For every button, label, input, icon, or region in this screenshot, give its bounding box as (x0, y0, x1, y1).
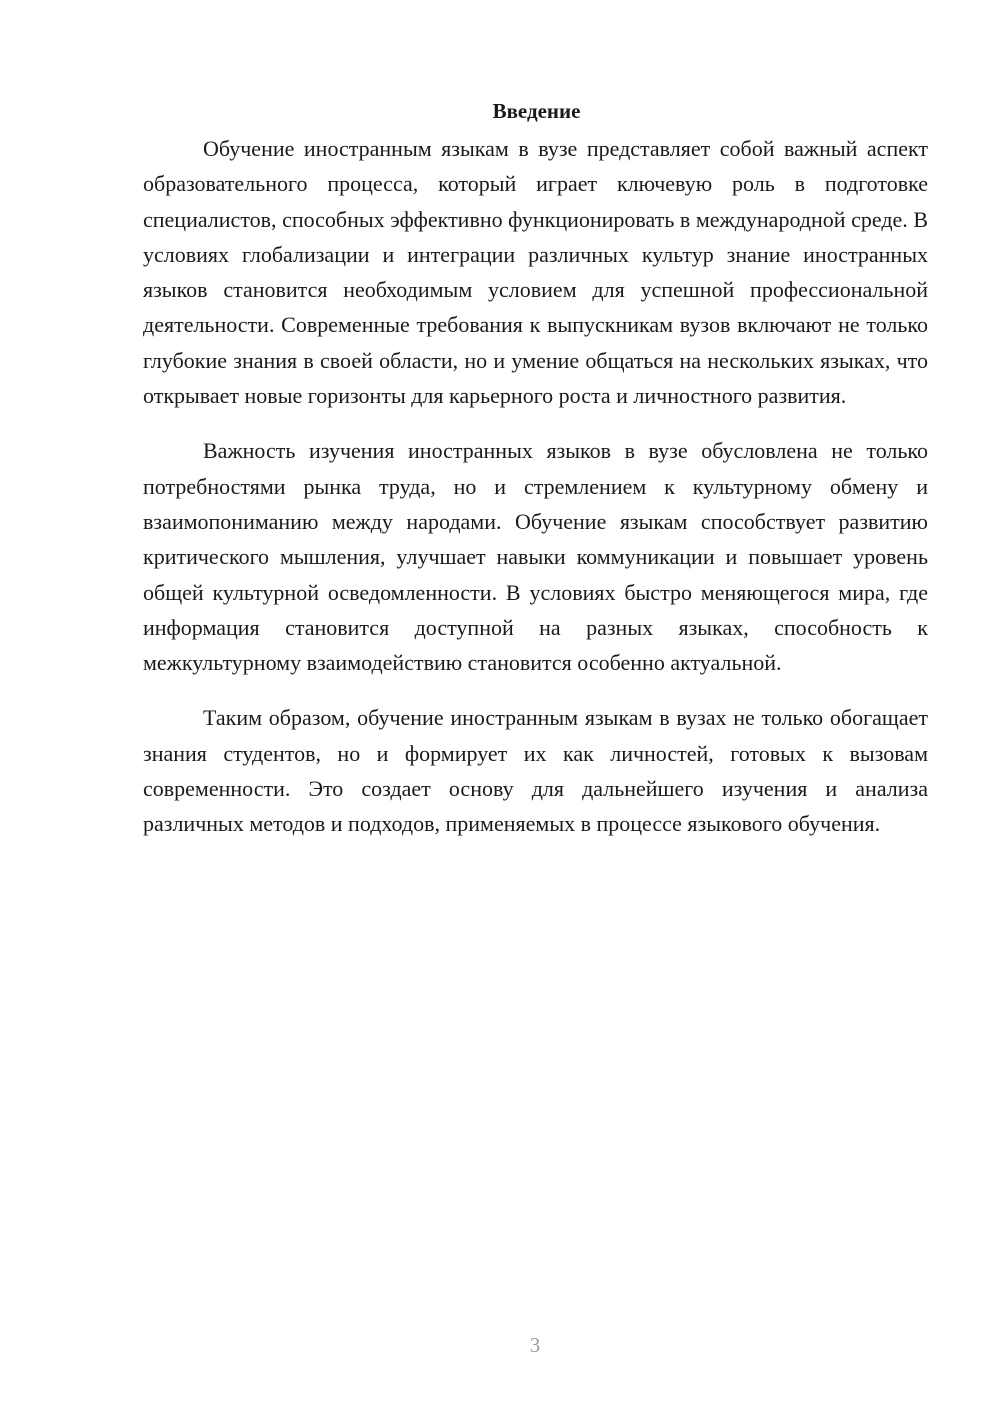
page-number: 3 (529, 1333, 541, 1357)
section-title: Введение (492, 99, 581, 123)
paragraph-2: Важность изучения иностранных языков в вузе обусловлена не только потребностями рынка труда, но и стремлением к культурному обмену и взаимопониманию между народами. Обучение языкам способствует развитию критического мышления, улучшает навыки коммуникации и повышает уровень общей культурной осведомленности. В условиях быстро меняющегося мира, где информация становится доступной на разных языках, способность к межкультурному взаимодействию становится особенно актуальной. (143, 438, 928, 676)
paragraph-1: Обучение иностранным языкам в вузе представляет собой важный аспект образовательного процесса, который играет ключевую роль в подготовке специалистов, способных эффективно функционировать в международной среде. В условиях глобализации и интеграции различных культур знание иностранных языков становится необходимым условием для успешной профессиональной деятельности. Современные требования к выпускникам вузов включают не только глубокие знания в своей области, но и умение общаться на нескольких языках, что открывает новые горизонты для карьерного роста и личностного развития. (143, 136, 928, 409)
page-content (143, 96, 928, 862)
paragraph-3: Таким образом, обучение иностранным языкам в вузах не только обогащает знания студентов, но и формирует их как личностей, готовых к вызовам современности. Это создает основу для дальнейшего изучения и анализа различных методов и подходов, применяемых в процессе языкового обучения. (143, 705, 928, 837)
